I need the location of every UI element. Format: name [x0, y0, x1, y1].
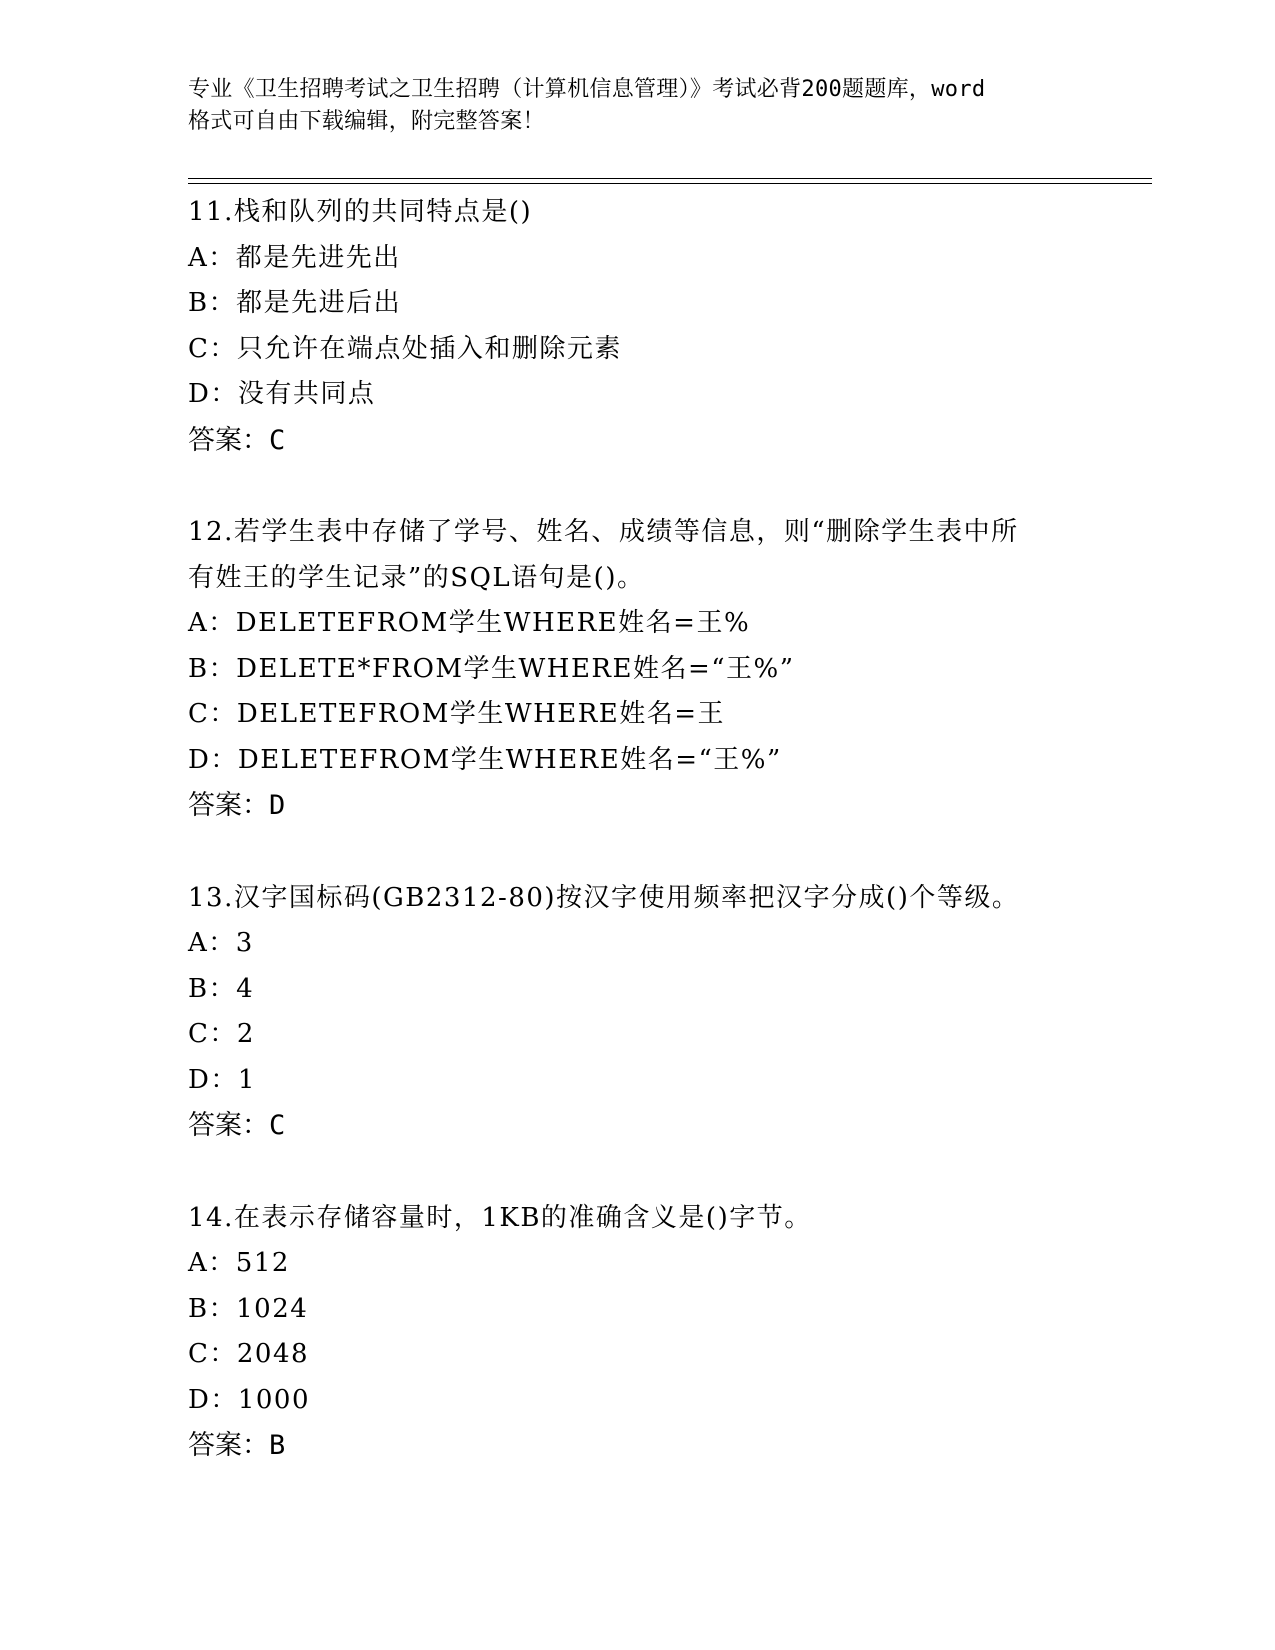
spacer	[188, 829, 1148, 876]
spacer	[188, 463, 1148, 510]
answer-line: 答案：C	[188, 1110, 286, 1141]
header-line-2: 格式可自由下载编辑，附完整答案！	[188, 109, 545, 134]
option-a: A：3	[188, 928, 254, 958]
question-list	[188, 190, 1148, 1469]
question-stem: 13.汉字国标码(GB2312-80)按汉字使用频率把汉字分成()个等级。	[188, 882, 1020, 913]
option-d: D：1000	[188, 1384, 311, 1415]
option-d: D：1	[188, 1064, 256, 1095]
header-divider-top	[188, 178, 1152, 179]
answer-line: 答案：D	[188, 790, 286, 821]
spacer	[188, 1149, 1148, 1196]
question-12	[188, 510, 1148, 829]
option-a: A：DELETEFROM学生WHERE姓名=王%	[188, 608, 751, 638]
answer-line: 答案：C	[188, 424, 286, 456]
option-a: A：512	[188, 1248, 290, 1278]
question-11	[188, 190, 1148, 463]
question-stem: 12.若学生表中存储了学号、姓名、成绩等信息，则“删除学生表中所	[188, 517, 1019, 547]
question-14	[188, 1196, 1148, 1469]
option-c: C：2048	[188, 1339, 310, 1369]
option-b: B：DELETE*FROM学生WHERE姓名=“王%”	[188, 653, 795, 684]
answer-line: 答案：B	[188, 1430, 286, 1461]
document-header	[188, 74, 1088, 138]
option-c: C：2	[188, 1019, 255, 1049]
option-d: D：没有共同点	[188, 379, 376, 409]
question-13	[188, 876, 1148, 1149]
option-c: C：DELETEFROM学生WHERE姓名=王	[188, 699, 726, 729]
option-d: D：DELETEFROM学生WHERE姓名=“王%”	[188, 744, 782, 775]
option-b: B：1024	[188, 1293, 309, 1324]
question-stem-continued: 有姓王的学生记录”的SQL语句是()。	[188, 562, 645, 593]
option-c: C：只允许在端点处插入和删除元素	[188, 333, 622, 364]
option-b: B：都是先进后出	[188, 288, 402, 318]
option-b: B：4	[188, 973, 255, 1004]
option-a: A：都是先进先出	[188, 242, 401, 273]
header-divider-bottom	[188, 183, 1152, 184]
header-line-1: 专业《卫生招聘考试之卫生招聘（计算机信息管理）》考试必背200题题库，word	[188, 77, 986, 102]
question-stem: 11.栈和队列的共同特点是()	[188, 197, 533, 227]
question-stem: 14.在表示存储容量时，1KB的准确含义是()字节。	[188, 1202, 812, 1233]
